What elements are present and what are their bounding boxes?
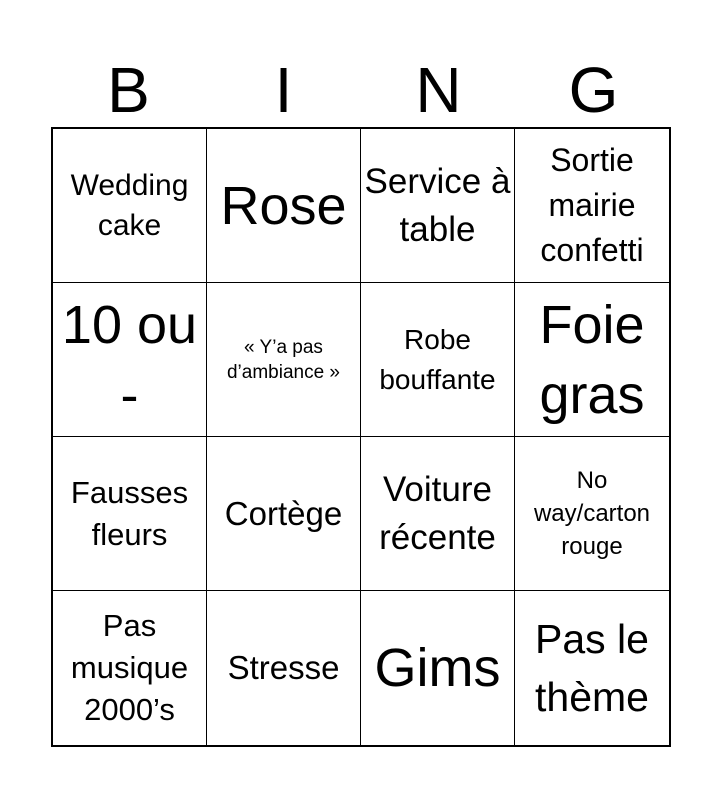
bingo-cell[interactable] xyxy=(515,437,669,591)
bingo-cell[interactable] xyxy=(361,283,515,437)
bingo-cell[interactable] xyxy=(207,591,361,745)
bingo-cell[interactable] xyxy=(361,437,515,591)
cell-text: Stresse xyxy=(227,649,340,686)
cell-text: Fausses fleurs xyxy=(70,474,189,552)
header-letter-n: N xyxy=(415,54,462,126)
cell-text: Rose xyxy=(220,175,347,236)
cell-text: Robe bouffante xyxy=(379,323,496,395)
cell-text: Pas musique 2000’s xyxy=(70,608,189,727)
cell-text: « Y’a pas d’ambiance » xyxy=(226,336,341,383)
cell-text: Sortie mairie confetti xyxy=(540,142,644,268)
cell-text: Service à table xyxy=(364,161,511,249)
header-letter-b: B xyxy=(107,54,150,126)
cell-text: Wedding cake xyxy=(70,168,189,242)
bingo-cell[interactable] xyxy=(53,437,207,591)
cell-text: Voiture récente xyxy=(379,469,496,557)
cell-text: Cortège xyxy=(224,494,343,532)
bingo-cell[interactable] xyxy=(515,129,669,283)
bingo-cell[interactable] xyxy=(361,129,515,283)
cell-text: Pas le thème xyxy=(535,616,649,720)
bingo-cell[interactable] xyxy=(207,437,361,591)
bingo-cell[interactable] xyxy=(515,591,669,745)
cell-text: Gims xyxy=(374,638,501,698)
header-letter-g: G xyxy=(568,54,619,126)
bingo-grid xyxy=(51,127,671,747)
cell-text: Foie gras xyxy=(539,294,645,425)
bingo-cell[interactable] xyxy=(53,129,207,283)
bingo-cell[interactable] xyxy=(207,283,361,437)
bingo-cell[interactable] xyxy=(515,283,669,437)
cell-text: 10 ou - xyxy=(61,294,198,425)
bingo-header xyxy=(51,52,671,128)
bingo-cell[interactable] xyxy=(53,283,207,437)
cell-text: No way/carton rouge xyxy=(533,467,651,560)
bingo-cell[interactable] xyxy=(207,129,361,283)
header-letter-i: I xyxy=(274,54,293,126)
bingo-cell[interactable] xyxy=(361,591,515,745)
bingo-cell[interactable] xyxy=(53,591,207,745)
